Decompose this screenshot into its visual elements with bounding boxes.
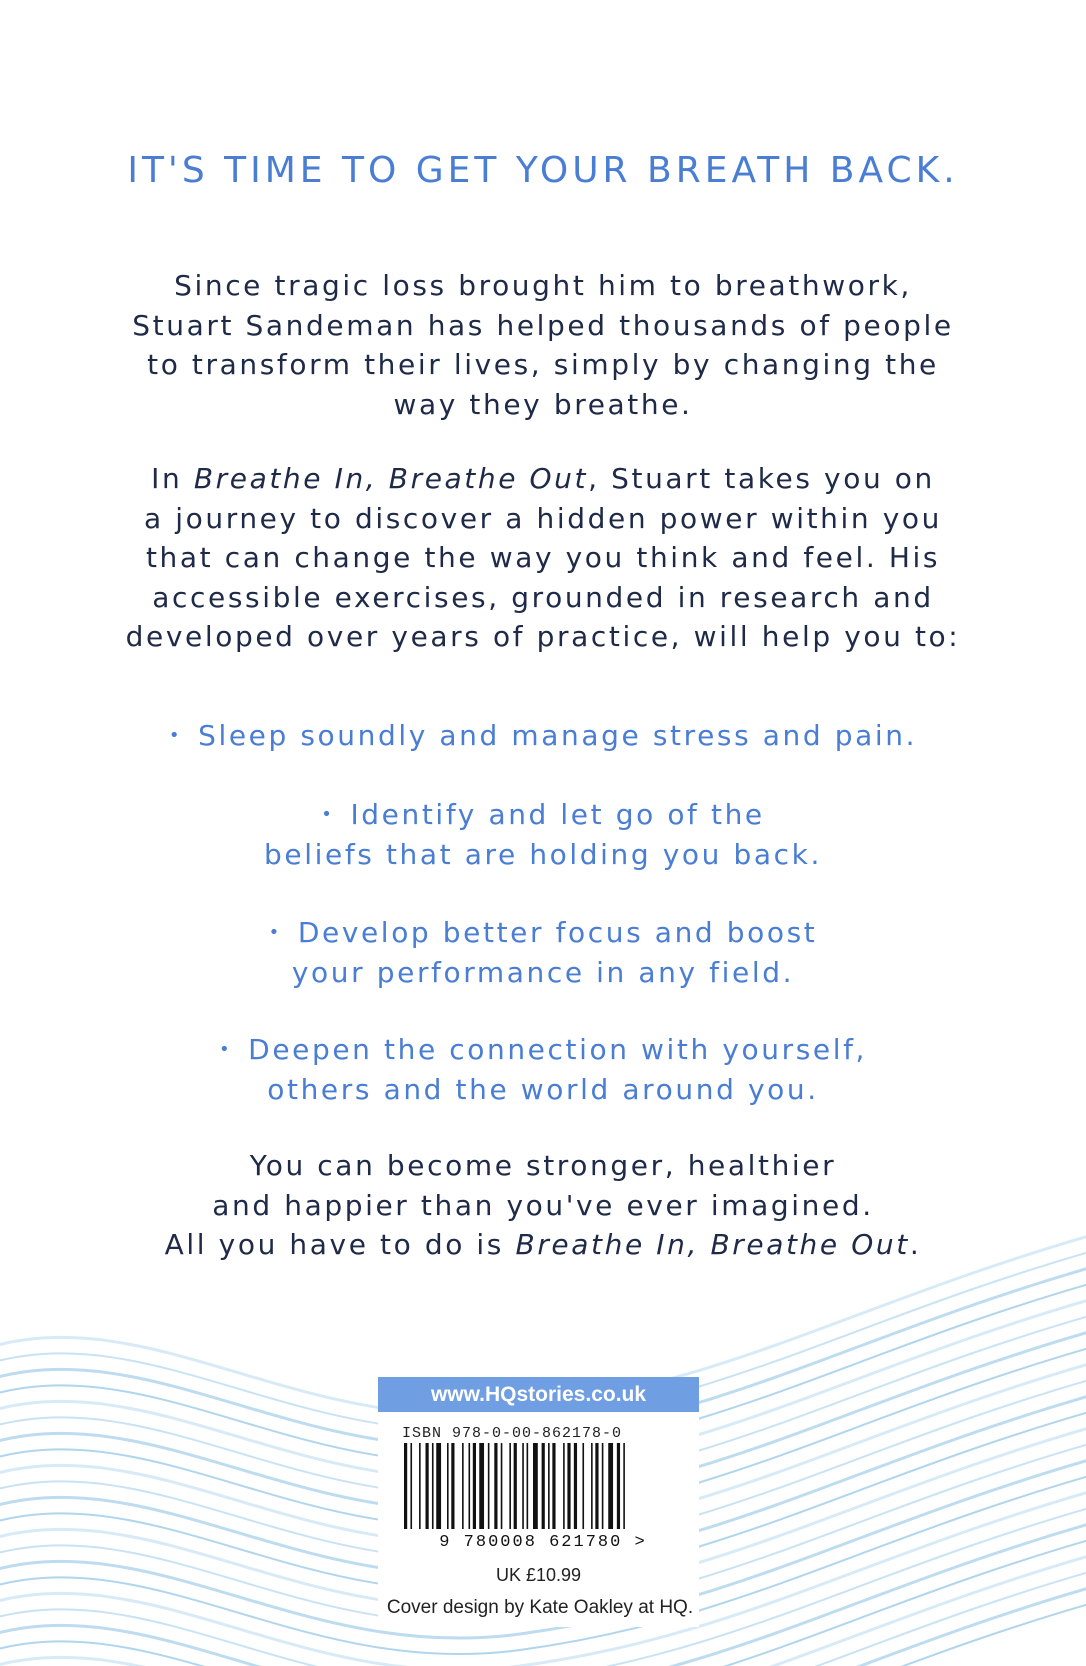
description-suffix: , Stuart takes you on (588, 462, 935, 495)
closing-paragraph (0, 1146, 1086, 1265)
book-title-italic: Breathe In, Breathe Out (515, 1228, 910, 1261)
barcode-bar (595, 1443, 598, 1531)
barcode-bar (552, 1443, 555, 1531)
description-paragraph (0, 459, 1086, 657)
barcode-bar (608, 1443, 613, 1531)
barcode-bar (436, 1443, 441, 1531)
barcode-bar (473, 1443, 476, 1531)
bullet-text: Identify and let go of the (350, 798, 765, 831)
closing-line: and happier than you've ever imagined. (212, 1188, 874, 1222)
benefit-bullet-focus (0, 913, 1086, 992)
barcode-bar (509, 1443, 511, 1531)
description-line (0, 459, 1086, 499)
barcode-bar (548, 1443, 550, 1531)
barcode-bar (591, 1443, 593, 1531)
barcode-bar (501, 1443, 503, 1531)
barcode-digits: 9 780008 621780 > (439, 1533, 647, 1551)
headline: IT'S TIME TO GET YOUR BREATH BACK. (127, 150, 959, 191)
barcode-bar (488, 1443, 490, 1531)
bullet-dot-icon: • (321, 804, 335, 825)
barcode-bar (567, 1443, 570, 1531)
bullet-line: others and the world around you. (267, 1072, 819, 1106)
barcode-bar (514, 1443, 517, 1543)
barcode-bars (404, 1443, 625, 1543)
benefit-bullet-beliefs (0, 795, 1086, 874)
bullet-dot-icon: • (218, 1039, 233, 1060)
barcode-bar (432, 1443, 434, 1531)
closing-line (0, 1225, 1086, 1265)
bullet-line (0, 913, 1086, 953)
closing-suffix: . (909, 1228, 922, 1261)
description-line: a journey to discover a hidden power within you (144, 501, 942, 535)
benefit-bullet-connection (0, 1030, 1086, 1109)
publisher-website[interactable]: www.HQstories.co.uk (378, 1377, 699, 1412)
bullet-text: Sleep soundly and manage stress and pain. (198, 719, 918, 752)
bullet-dot-icon: • (268, 922, 282, 943)
barcode-bar (447, 1443, 449, 1531)
bullet-text: Develop better focus and boost (297, 916, 818, 949)
intro-line: way they breathe. (393, 387, 693, 421)
barcode-bar (469, 1443, 471, 1531)
barcode-bar (563, 1443, 565, 1531)
intro-line: to transform their lives, simply by changing the (147, 348, 939, 381)
bullet-line: your performance in any field. (291, 955, 795, 989)
barcode-bar (574, 1443, 577, 1531)
description-prefix: In (151, 462, 194, 495)
barcode-bar (542, 1443, 545, 1531)
bullet-text: Deepen the connection with yourself, (248, 1033, 868, 1066)
barcode-bar (410, 1443, 412, 1543)
bullet-line (0, 716, 1086, 756)
bullet-line (0, 795, 1086, 835)
barcode-bar (451, 1443, 454, 1531)
barcode-bar (404, 1443, 407, 1543)
barcode-bar (617, 1443, 620, 1543)
barcode-bar (522, 1443, 524, 1543)
description-line: that can change the way you think and feel. His (145, 541, 941, 574)
closing-prefix: All you have to do is (164, 1228, 516, 1261)
benefit-bullet-sleep (0, 716, 1086, 756)
barcode-bar (419, 1443, 421, 1531)
barcode-bar (582, 1443, 584, 1531)
price: UK £10.99 (495, 1565, 582, 1585)
intro-line: Stuart Sandeman has helped thousands of people (132, 308, 954, 342)
bullet-line (0, 1030, 1086, 1070)
barcode-bar (426, 1443, 429, 1531)
cover-design-credit: Cover design by Kate Oakley at HQ. (386, 1597, 694, 1618)
barcode-bar (623, 1443, 625, 1543)
intro-paragraph (0, 266, 1086, 424)
intro-line: Since tragic loss brought him to breathwork, (174, 269, 912, 302)
isbn-number: ISBN 978-0-00-862178-0 (402, 1425, 623, 1442)
book-title-italic: Breathe In, Breathe Out (193, 462, 589, 495)
closing-line: You can become stronger, healthier (249, 1149, 837, 1182)
bullet-dot-icon: • (168, 725, 183, 746)
barcode-icon (398, 1443, 688, 1551)
barcode-bar (602, 1443, 604, 1531)
barcode-bar (462, 1443, 464, 1531)
barcode-panel (378, 1377, 699, 1627)
bullet-line: beliefs that are holding you back. (264, 837, 822, 871)
description-line: accessible exercises, grounded in research and (152, 580, 934, 614)
description-line: developed over years of practice, will help you to: (125, 620, 961, 653)
barcode-bar (479, 1443, 484, 1531)
barcode-bar (527, 1443, 529, 1531)
barcode-bar (494, 1443, 497, 1531)
barcode-bar (533, 1443, 538, 1531)
